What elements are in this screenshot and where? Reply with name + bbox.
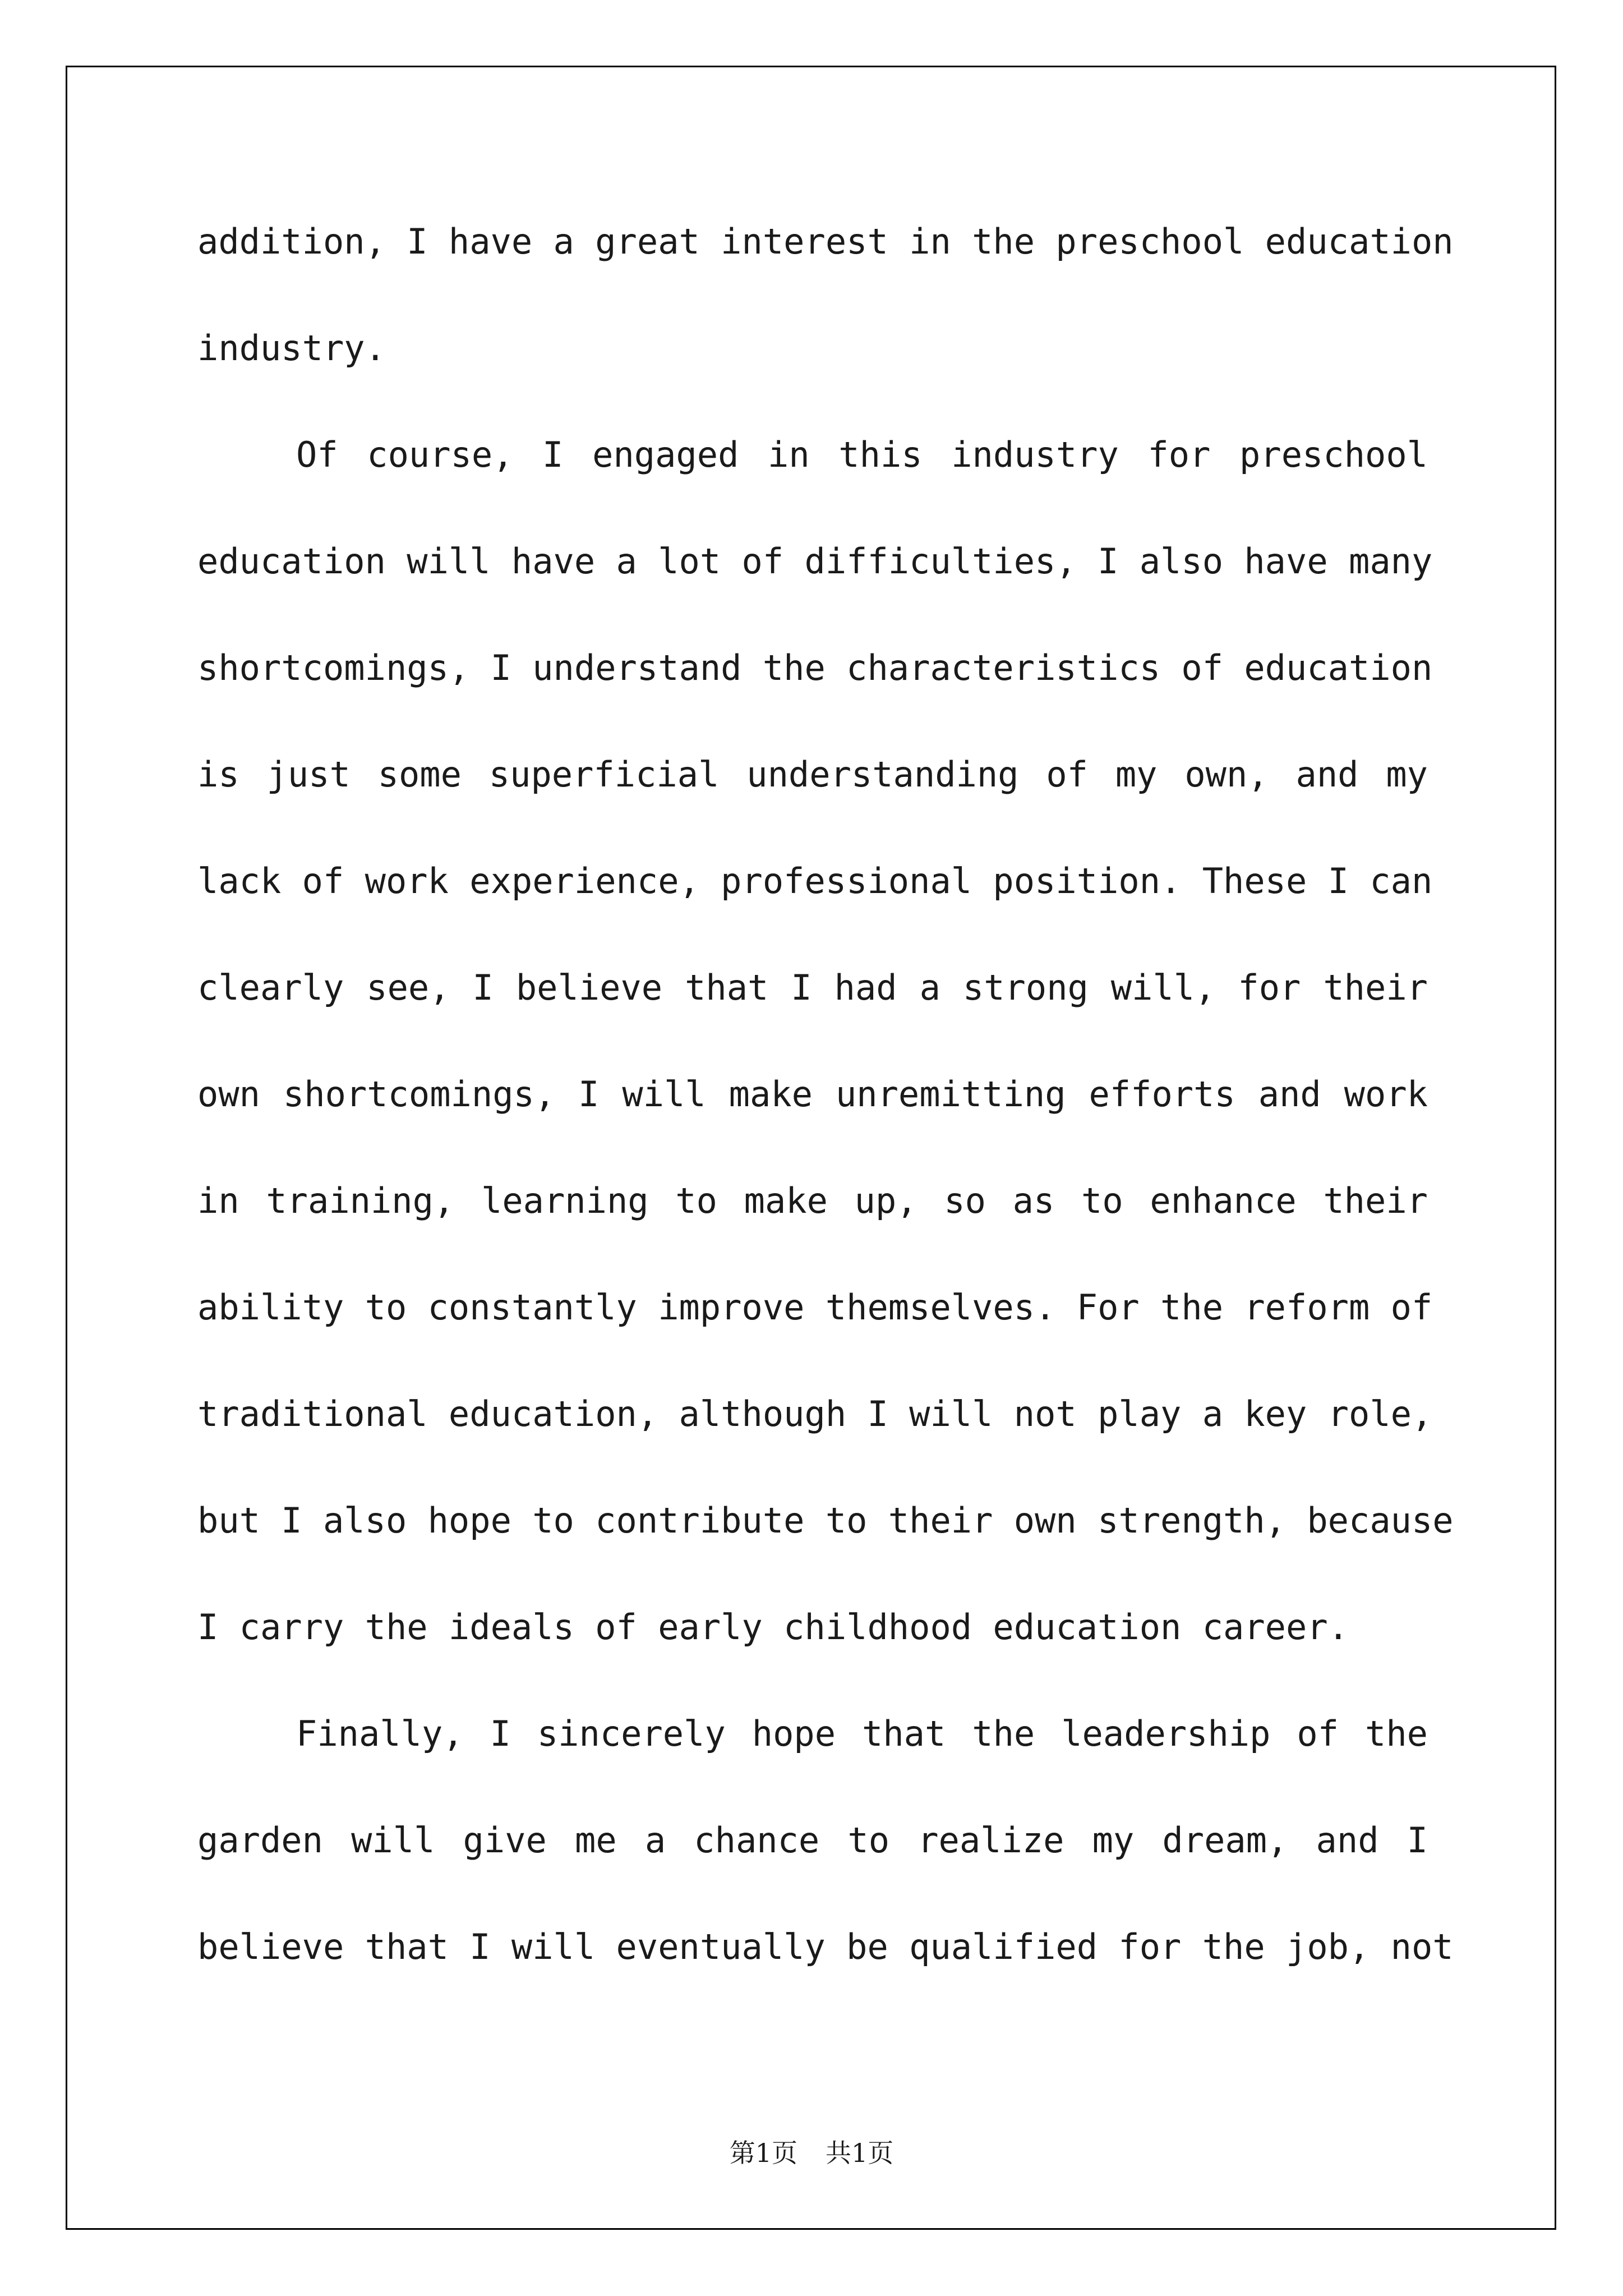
line-text: traditional education, although I will not play a key role, bbox=[197, 1393, 1433, 1434]
line-text: own shortcomings, I will make unremitting efforts and work bbox=[197, 1074, 1428, 1115]
page-footer bbox=[0, 2133, 1623, 2170]
text-line bbox=[197, 647, 1433, 757]
text-line bbox=[197, 1926, 1454, 2036]
line-text: education will have a lot of difficulties, I also have many bbox=[197, 541, 1433, 582]
line-text: ability to constantly improve themselves. For the reform of bbox=[197, 1287, 1433, 1328]
line-text: Of course, I engaged in this industry for preschool bbox=[296, 434, 1428, 475]
line-text: but I also hope to contribute to their own strength, because bbox=[197, 1500, 1454, 1541]
line-text: clearly see, I believe that I had a strong will, for their bbox=[197, 967, 1428, 1008]
page-total: 共1页 bbox=[826, 2138, 894, 2168]
text-line bbox=[197, 328, 1428, 438]
text-line bbox=[197, 434, 1428, 544]
text-line bbox=[197, 1287, 1433, 1397]
text-line bbox=[197, 1500, 1454, 1610]
line-text: believe that I will eventually be qualified for the job, not bbox=[197, 1926, 1454, 1967]
text-line bbox=[197, 1820, 1428, 1930]
page-number: 第1页 bbox=[729, 2138, 797, 2168]
line-text: industry. bbox=[197, 328, 386, 369]
text-line bbox=[197, 541, 1433, 651]
line-text: garden will give me a chance to realize my dream, and I bbox=[197, 1820, 1428, 1861]
line-text: is just some superficial understanding of my own, and my bbox=[197, 754, 1428, 795]
text-line bbox=[197, 1713, 1428, 1823]
line-text: in training, learning to make up, so as to enhance their bbox=[197, 1180, 1428, 1221]
line-text: Finally, I sincerely hope that the leadership of the bbox=[296, 1713, 1428, 1754]
line-text: I carry the ideals of early childhood education career. bbox=[197, 1607, 1349, 1648]
text-line bbox=[197, 221, 1454, 331]
text-line bbox=[197, 1074, 1428, 1184]
text-line bbox=[197, 1607, 1428, 1717]
text-line bbox=[197, 1393, 1433, 1503]
text-line bbox=[197, 861, 1433, 970]
line-text: lack of work experience, professional position. These I can bbox=[197, 861, 1433, 901]
text-line bbox=[197, 967, 1428, 1077]
text-line bbox=[197, 1180, 1428, 1290]
line-text: addition, I have a great interest in the preschool education bbox=[197, 221, 1454, 262]
line-text: shortcomings, I understand the characteristics of education bbox=[197, 647, 1433, 688]
text-line bbox=[197, 754, 1428, 864]
document-body bbox=[197, 221, 1454, 2036]
